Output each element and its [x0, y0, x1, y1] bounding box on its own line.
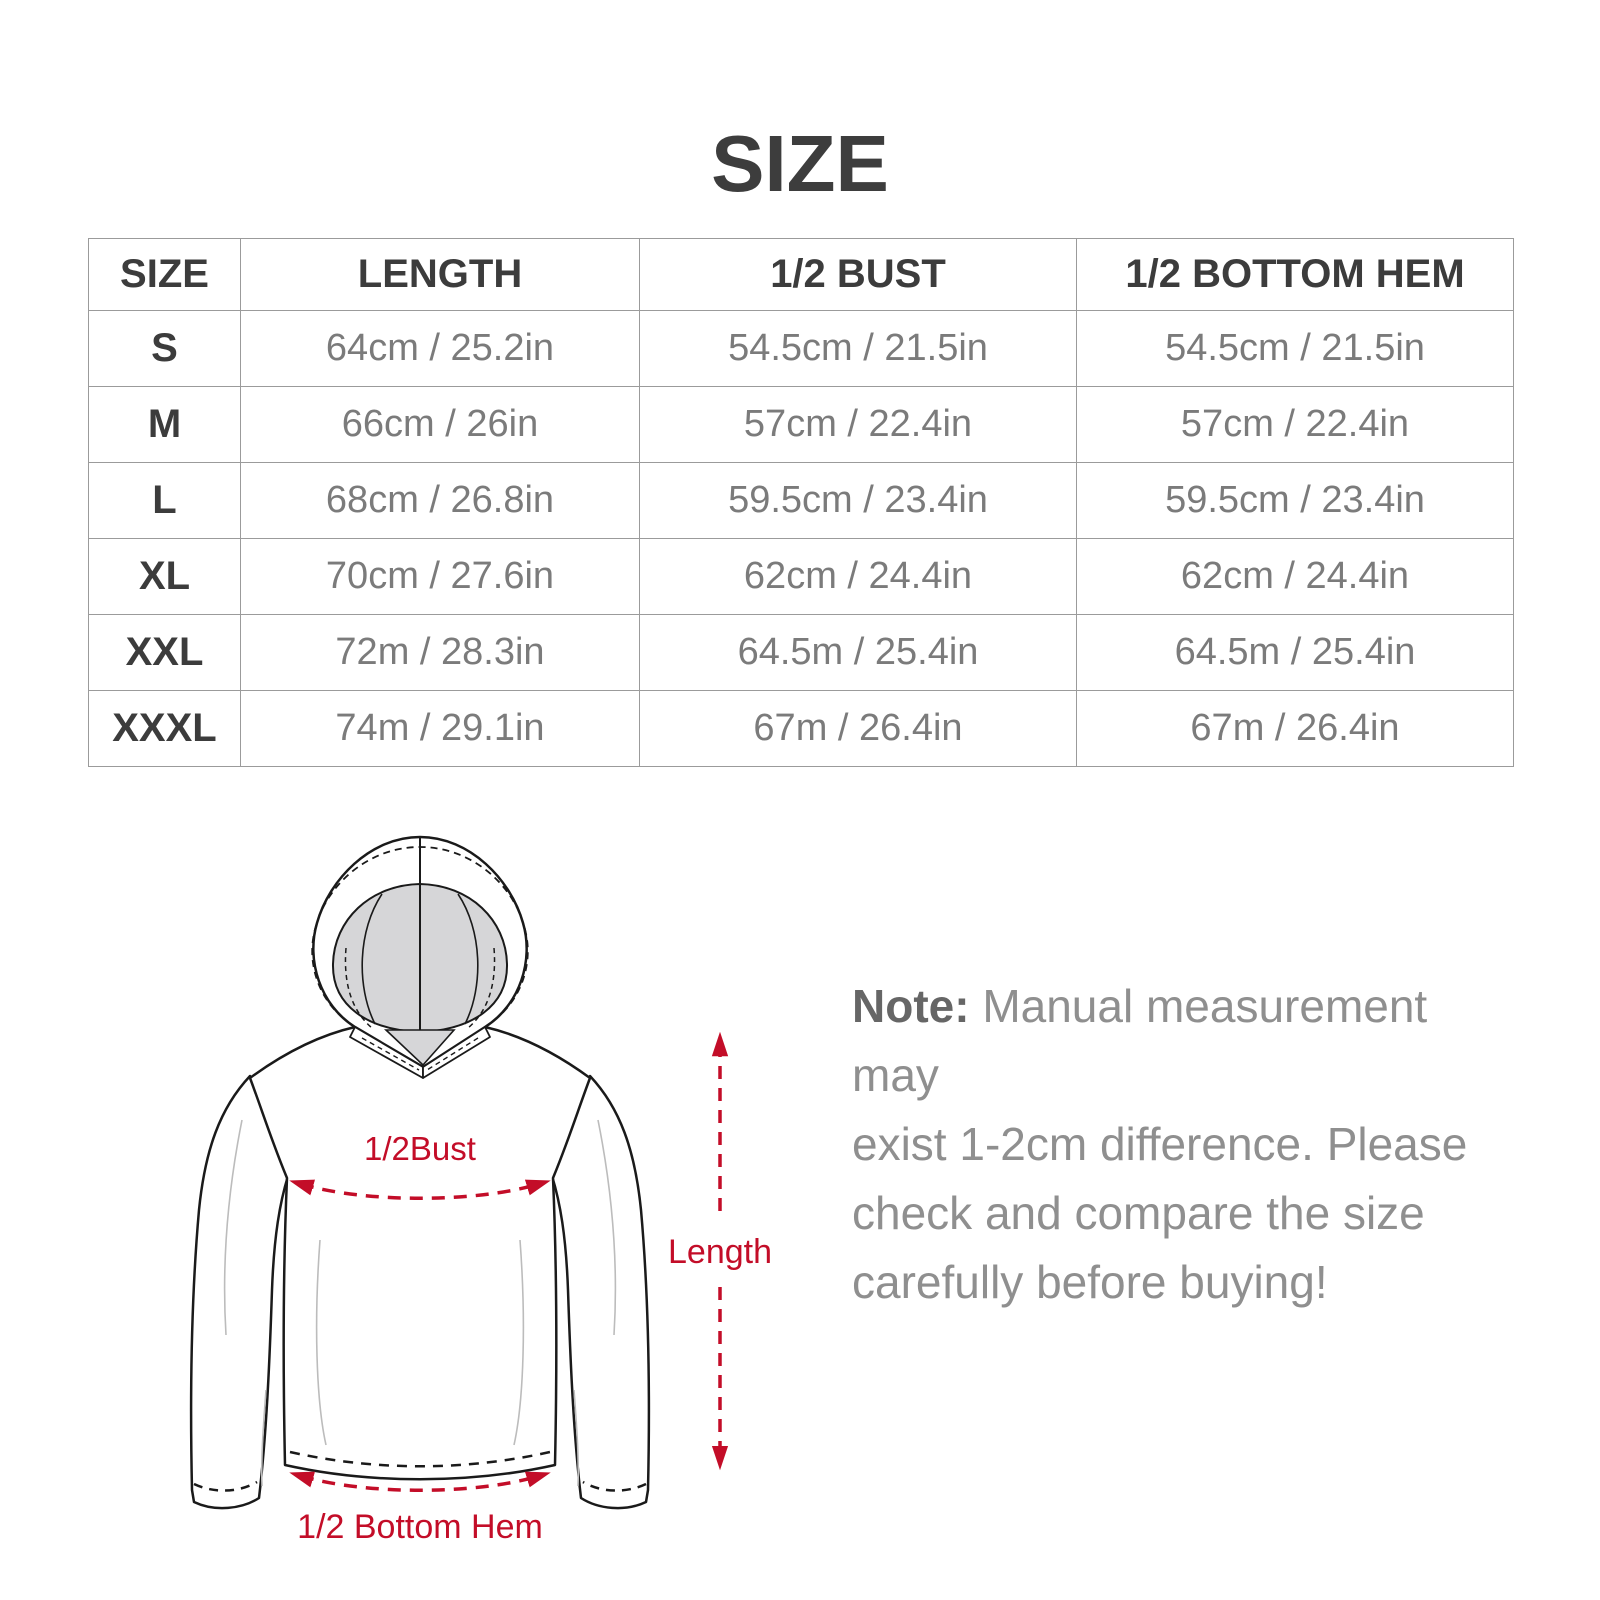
hem-value: 54.5cm / 21.5in [1077, 311, 1514, 387]
hem-value: 67m / 26.4in [1077, 691, 1514, 767]
table-row [89, 311, 1514, 387]
length-value: 72m / 28.3in [241, 615, 640, 691]
hem-label: 1/2 Bottom Hem [297, 1508, 543, 1546]
note-line: check and compare the size [852, 1187, 1425, 1239]
page-title: SIZE [711, 119, 889, 208]
size-label: XXL [89, 615, 241, 691]
hem-value: 62cm / 24.4in [1077, 539, 1514, 615]
table-row [89, 387, 1514, 463]
size-label: M [89, 387, 241, 463]
length-value: 68cm / 26.8in [241, 463, 640, 539]
table-header-row [89, 239, 1514, 311]
header-length: LENGTH [241, 239, 640, 311]
length-label: Length [668, 1233, 772, 1271]
hem-value: 59.5cm / 23.4in [1077, 463, 1514, 539]
note-prefix: Note: [852, 980, 970, 1032]
size-label: XXXL [89, 691, 241, 767]
header-size: SIZE [89, 239, 241, 311]
table-row [89, 615, 1514, 691]
note-line: exist 1-2cm difference. Please [852, 1118, 1468, 1170]
header-bottom-hem: 1/2 BOTTOM HEM [1077, 239, 1514, 311]
note-line [852, 972, 1472, 1110]
note-text [852, 972, 1472, 1317]
length-value: 74m / 29.1in [241, 691, 640, 767]
hoodie-torso [250, 1027, 590, 1479]
size-label: XL [89, 539, 241, 615]
hoodie-measurement-diagram [120, 790, 820, 1590]
length-value: 64cm / 25.2in [241, 311, 640, 387]
table-row [89, 463, 1514, 539]
bust-value: 64.5m / 25.4in [640, 615, 1077, 691]
length-value: 70cm / 27.6in [241, 539, 640, 615]
hem-value: 64.5m / 25.4in [1077, 615, 1514, 691]
size-label: L [89, 463, 241, 539]
table-row [89, 691, 1514, 767]
bust-value: 59.5cm / 23.4in [640, 463, 1077, 539]
size-label: S [89, 311, 241, 387]
bust-value: 62cm / 24.4in [640, 539, 1077, 615]
bust-value: 54.5cm / 21.5in [640, 311, 1077, 387]
bust-value: 67m / 26.4in [640, 691, 1077, 767]
header-bust: 1/2 BUST [640, 239, 1077, 311]
bust-label: 1/2Bust [364, 1130, 476, 1167]
table-row [89, 539, 1514, 615]
hem-value: 57cm / 22.4in [1077, 387, 1514, 463]
bust-value: 57cm / 22.4in [640, 387, 1077, 463]
size-chart-table [88, 238, 1514, 767]
note-line1-text: Manual measurement may [852, 980, 1428, 1101]
note-line: carefully before buying! [852, 1256, 1328, 1308]
length-value: 66cm / 26in [241, 387, 640, 463]
